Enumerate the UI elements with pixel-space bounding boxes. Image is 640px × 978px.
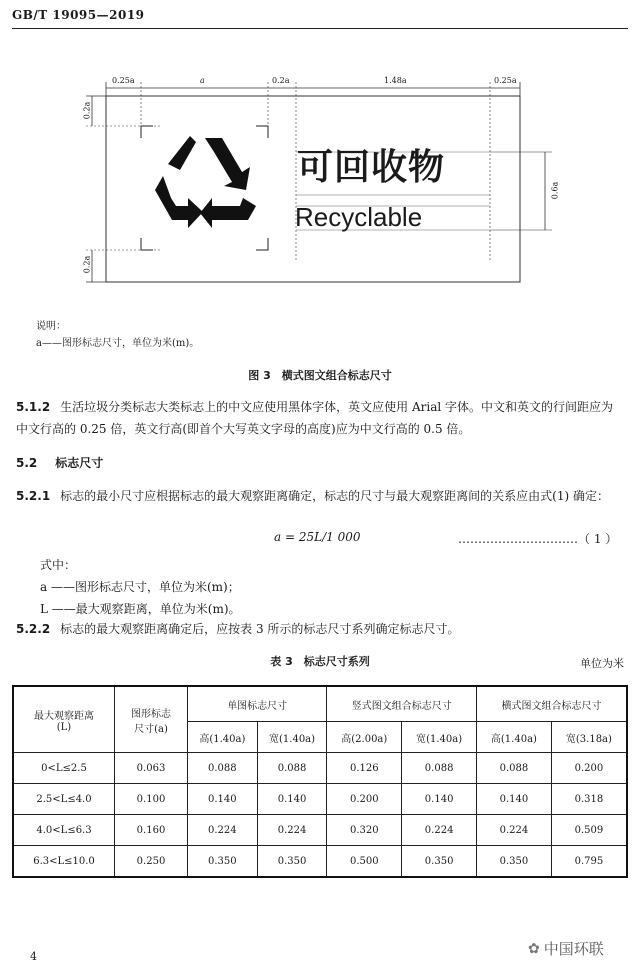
variable-a-definition: a ——图形标志尺寸，单位为米(m)；	[40, 580, 240, 594]
legend-title: 说明：	[36, 321, 66, 332]
sign-text-chinese: 可回收物	[297, 147, 446, 188]
header-vertical: 竖式图文组合标志尺寸	[327, 686, 477, 722]
section-number: 5.2.1	[16, 489, 51, 503]
wechat-icon: ✿	[528, 940, 540, 957]
dim-top-148a: 1.48a	[384, 76, 407, 85]
dim-right-06a: 0.6a	[550, 181, 560, 200]
section-text: 标志的最小尺寸应根据标志的最大观察距离确定，标志的尺寸与最大观察距离间的关系应由式(1) 确定：	[60, 489, 609, 503]
figure-caption: 图 3 横式图文组合标志尺寸	[248, 369, 392, 382]
section-5-2-heading	[16, 454, 103, 471]
section-number: 5.2.2	[16, 622, 51, 636]
figure-3-drawing	[0, 70, 640, 310]
where-label: 式中：	[40, 558, 77, 572]
subheader: 高(1.40a)	[188, 722, 258, 753]
watermark	[528, 938, 604, 959]
figure-3	[0, 70, 640, 310]
header-horizontal: 横式图文组合标志尺寸	[477, 686, 627, 722]
recycle-icon	[155, 136, 256, 228]
table-unit-note: 单位为米	[580, 657, 624, 670]
subheader: 宽(1.40a)	[402, 722, 477, 753]
dim-left-02a-bottom: 0.2a	[82, 255, 92, 274]
variable-L-definition: L ——最大观察距离，单位为米(m)。	[40, 602, 241, 616]
dim-left-02a-top: 0.2a	[82, 101, 92, 120]
dim-top-a: a	[200, 76, 205, 85]
section-5-1-2	[16, 396, 624, 440]
table-row: 6.3<L≤10.0 0.250 0.350 0.350 0.500 0.350 0.350 0.795	[13, 846, 627, 878]
dim-top-025a-right: 0.25a	[494, 76, 517, 85]
section-5-2-2	[16, 618, 624, 640]
section-text: 生活垃圾分类标志大类标志上的中文应使用黑体字体，英文应使用 Arial 字体。中文和英文的行间距应为中文行高的 0.25 倍，英文行高(即首个大写英文字母的高度)应为中文行高的 0.5 倍。	[16, 400, 614, 436]
table-row: 4.0<L≤6.3 0.160 0.224 0.224 0.320 0.224 0.224 0.509	[13, 815, 627, 846]
section-number: 5.1.2	[16, 400, 51, 414]
table-caption: 表 3 标志尺寸系列	[270, 655, 370, 668]
subheader: 高(1.40a)	[477, 722, 552, 753]
subheader: 宽(3.18a)	[551, 722, 627, 753]
legend-a: a——图形标志尺寸，单位为米(m)。	[36, 338, 200, 349]
section-number: 5.2	[16, 456, 38, 470]
watermark-text: 中国环联	[543, 940, 604, 958]
subheader: 高(2.00a)	[327, 722, 402, 753]
header-graphic-size: 图形标志 尺寸(a)	[115, 686, 188, 753]
formula-number: …………………………（ 1 ）	[458, 532, 618, 546]
table-row: 0<L≤2.5 0.063 0.088 0.088 0.126 0.088 0.088 0.200	[13, 753, 627, 784]
dim-top-02a: 0.2a	[272, 76, 290, 85]
header-distance: 最大观察距离 (L)	[13, 686, 115, 753]
section-title: 标志尺寸	[55, 456, 104, 470]
formula-1: a = 25L/1 000	[274, 530, 361, 544]
page-number: 4	[30, 950, 37, 963]
size-spec-table	[12, 685, 628, 878]
sign-frame	[106, 96, 520, 282]
table-row: 2.5<L≤4.0 0.100 0.140 0.140 0.200 0.140 0.140 0.318	[13, 784, 627, 815]
section-5-2-1	[16, 485, 624, 507]
subheader: 宽(1.40a)	[257, 722, 327, 753]
header-single: 单图标志尺寸	[188, 686, 327, 722]
dim-top-025a-left: 0.25a	[112, 76, 135, 85]
section-text: 标志的最大观察距离确定后，应按表 3 所示的标志尺寸系列确定标志尺寸。	[60, 622, 460, 636]
header-divider	[12, 28, 628, 29]
standard-code: GB/T 19095—2019	[12, 8, 145, 22]
sign-text-english: Recyclable	[295, 202, 423, 232]
